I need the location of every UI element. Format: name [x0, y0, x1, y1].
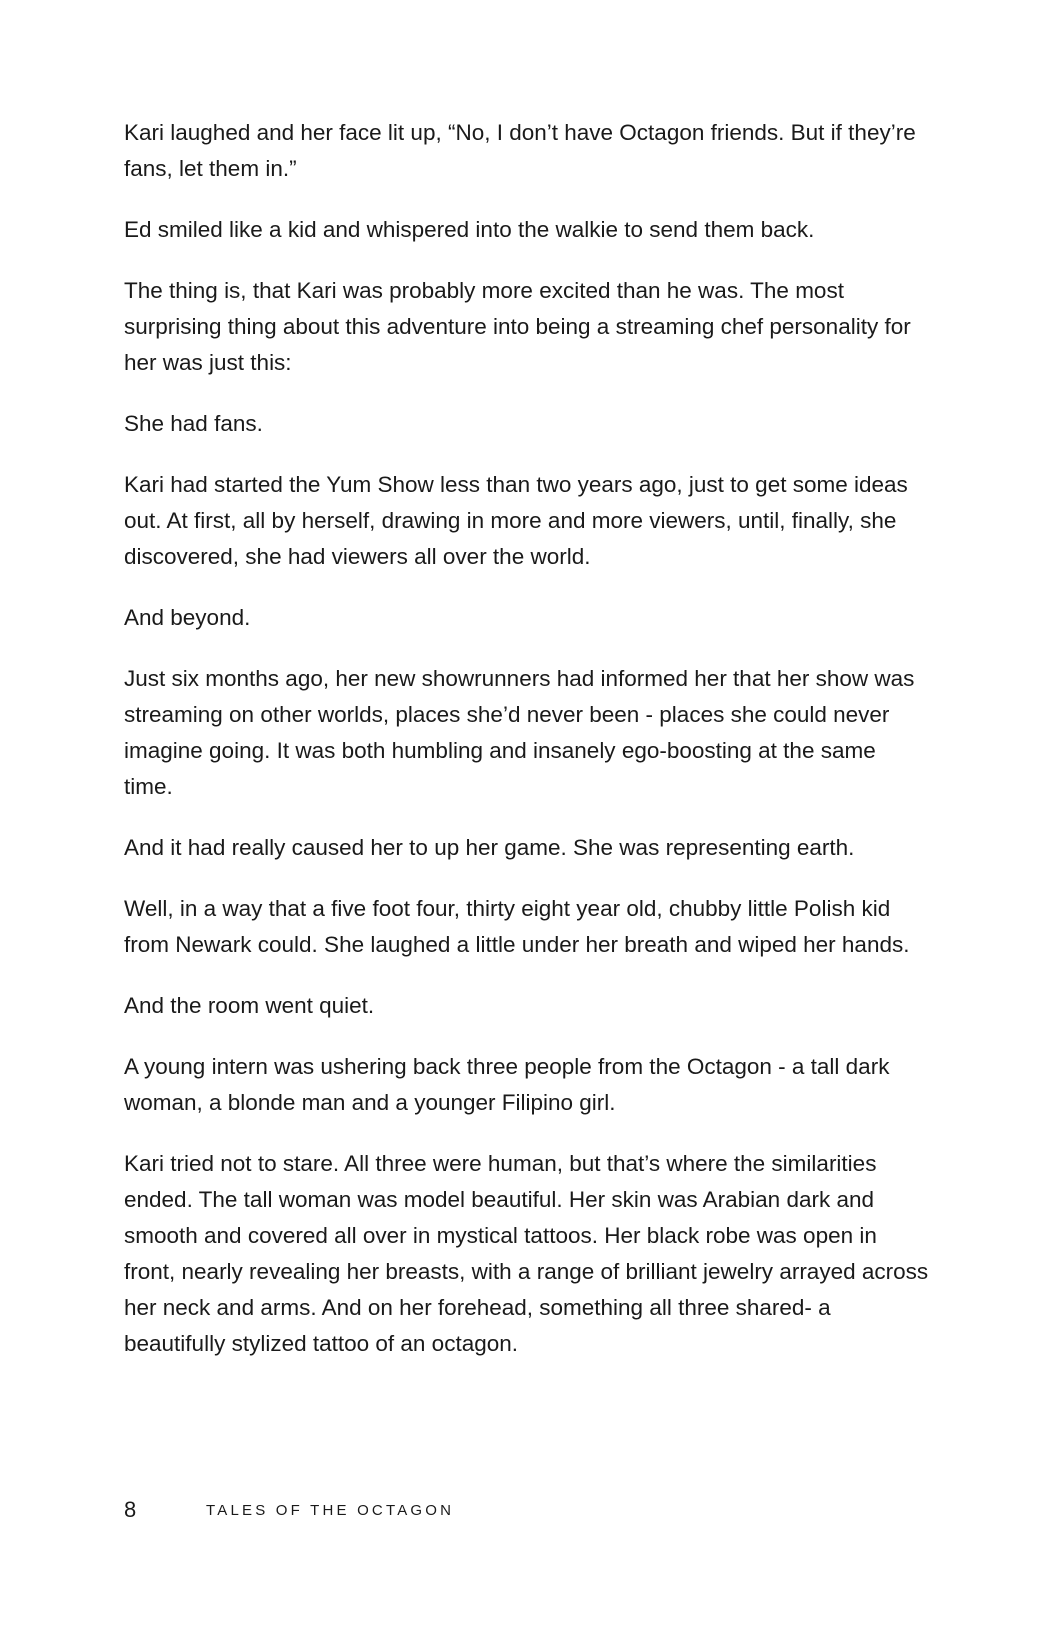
body-text	[124, 115, 929, 1387]
running-head: TALES OF THE OCTAGON	[206, 1501, 455, 1519]
paragraph: Kari tried not to stare. All three were human, but that’s where the similarities ended. The tall woman was model beautiful. Her skin was Arabian dark and smooth and covered all over in mystical tattoos. Her black robe was open in front, nearly revealing her breasts, with a range of brilliant jewelry arrayed across her neck and arms. And on her forehead, something all three shared- a beautifully stylized tattoo of an octagon.	[124, 1151, 929, 1356]
paragraph: And it had really caused her to up her game. She was representing earth.	[124, 835, 855, 860]
page-footer	[124, 1495, 454, 1525]
paragraph: Just six months ago, her new showrunners had informed her that her show was streaming on other worlds, places she’d never been - places she could never imagine going. It was both humbling and insanely ego-boosting at the same time.	[124, 666, 915, 799]
paragraph: Kari had started the Yum Show less than two years ago, just to get some ideas out. At first, all by herself, drawing in more and more viewers, until, finally, she discovered, she had viewers all over the world.	[124, 472, 908, 569]
paragraph: Ed smiled like a kid and whispered into the walkie to send them back.	[124, 217, 815, 242]
paragraph: Well, in a way that a five foot four, thirty eight year old, chubby little Polish kid from Newark could. She laughed a little under her breath and wiped her hands.	[124, 896, 910, 957]
paragraph: And beyond.	[124, 605, 251, 630]
paragraph: She had fans.	[124, 411, 263, 436]
paragraph: Kari laughed and her face lit up, “No, I don’t have Octagon friends. But if they’re fans, let them in.”	[124, 120, 916, 181]
paragraph: A young intern was ushering back three people from the Octagon - a tall dark woman, a blonde man and a younger Filipino girl.	[124, 1054, 890, 1115]
paragraph: And the room went quiet.	[124, 993, 375, 1018]
paragraph: The thing is, that Kari was probably more excited than he was. The most surprising thing about this adventure into being a streaming chef personality for her was just this:	[124, 278, 911, 375]
page-number: 8	[124, 1497, 137, 1522]
